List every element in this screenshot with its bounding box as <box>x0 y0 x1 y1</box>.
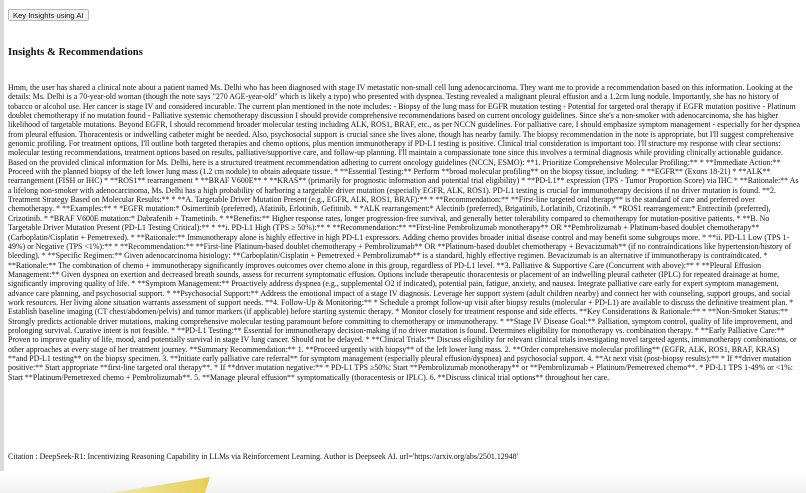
citation-text: Citation : DeepSeek-R1: Incentivizing Reasoning Capability in LLMs via Reinforcement Learning. Author is Deepseek AI. url='https://arxiv.org/abs/2501.12948' <box>8 452 519 461</box>
bottom-fade-decoration <box>0 471 806 493</box>
insights-heading: Insights & Recommendations <box>8 47 143 58</box>
window-left-edge <box>0 0 4 493</box>
insights-body-text: Hmm, the user has shared a clinical note about a patient named Ms. Delhi who has been diagnosed with stage IV metastatic non-small cell lung adenocarcinoma. They want me to provide a recommendation based on this information. Looking at the details: Ms. Delhi is a 70-year-old woman (though the note says "270 AGE-year-old" which is likely a typo) who presented with dyspnea. Testing revealed a malignant pleural effusion and a 1.2cm lung nodule. Importantly, she has no history of tobacco or alcohol use. Her cancer is stage IV and considered incurable. The current plan mentioned in the note includes: - Biopsy of the lung mass for EGFR mutation testing - Potential for targeted oral therapy if EGFR mutation positive - Platinum doublet chemotherapy if no mutation found - Palliative systemic chemotherapy discussion I should provide comprehensive recommendations based on current oncology guidelines. Since she's a non-smoker with adenocarcinoma, she has higher likelihood of targetable mutations. Beyond EGFR, I should recommend broader molecular testing including ALK, ROS1, BRAF, etc., as per NCCN guidelines. For palliative care, I should emphasize symptom management - especially for her dyspnea from pleural effusion. Thoracentesis or indwelling catheter might be needed. Also, psychosocial support is crucial since she lives alone, though has nearby family. The biopsy recommendation in the note is appropriate, but I'll suggest comprehensive genomic profiling. For treatment options, I'll outline both targeted therapies and chemo options, plus mention immunotherapy if PD-L1 testing is positive. Clinical trial consideration is important too. I'll structure my response with clear sections: molecular testing recommendations, treatment options based on results, palliative/supportive care, and follow-up planning. I'll maintain a compassionate tone since this involves a terminal diagnosis while providing clinically actionable guidance. Based on the provided clinical information for Ms. Delhi, here is a structured treatment recommendation adhering to current oncology guidelines (NCCN, ESMO): **1. Prioritize Comprehensive Molecular Profiling:** * **Immediate Action:** Proceed with the planned biopsy of the left lower lung mass (1.2 cm nodule) to obtain adequate tissue. * **Essential Testing:** Perform **broad molecular profiling** on the biopsy tissue, including: * **EGFR** (Exons 18-21) * **ALK** rearrangement (FISH or IHC) * **ROS1** rearrangement * **BRAF V600E** * **KRAS** (primarily for prognostic information and potential trial eligibility) * **PD-L1** expression (TPS - Tumor Proportion Score) via IHC * **Rationale:** As a lifelong non-smoker with adenocarcinoma, Ms. Delhi has a high probability of harboring a targetable driver mutation (especially EGFR, ALK, ROS1). PD-L1 testing is crucial for immunotherapy decisions if no driver mutation is found. **2. Treatment Strategy Based on Molecular Results:** * **A. Targetable Driver Mutation Present (e.g., EGFR, ALK, ROS1, BRAF):** * **Recommendation:** **First-line targeted oral therapy** is the standard of care and preferred over chemotherapy. * **Examples:** * *EGFR mutation:* Osimertinib (preferred), Afatinib, Erlotinib, Gefitinib. * *ALK rearrangement:* Alectinib (preferred), Brigatinib, Lorlatinib, Crizotinib. * *ROS1 rearrangement:* Entrectinib (preferred), Crizotinib. * *BRAF V600E mutation:* Dabrafenib + Trametinib. * **Benefits:** Higher response rates, longer progression-free survival, and generally better tolerability compared to chemotherapy for mutation-positive patients. * **B. No Targetable Driver Mutation Present (PD-L1 Testing Critical):** * **i. PD-L1 High (TPS ≥ 50%):** * **Recommendation:** **First-line Pembrolizumab monotherapy** OR **Pembrolizumab + Platinum-based doublet chemotherapy** (Carboplatin/Cisplatin + Pemetrexed). * **Rationale:** Immunotherapy alone is highly effective in high PD-L1 expressors. Adding chemo provides broader initial disease control and may benefit some subgroups more. * **ii. PD-L1 Low (TPS 1-49%) or Negative (TPS <1%):** * **Recommendation:** **First-line Platinum-based doublet chemotherapy + Pembrolizumab** OR **Platinum-based doublet chemotherapy + Bevacizumab** (if no contraindications like hypertension/history of bleeding). * **Specific Regimen:** Given adenocarcinoma histology: **Carboplatin/Cisplatin + Pemetrexed + Pembrolizumab** is a standard, highly effective regimen. Bevacizumab is an alternative if immunotherapy is contraindicated. * **Rationale:** The combination of chemo + immunotherapy significantly improves outcomes over chemo alone in this group, regardless of PD-L1 level. **3. Palliative & Supportive Care (Concurrent with above):** * **Pleural Effusion Management:** Given dyspnea on exertion and decreased breath sounds, assess for recurrent symptomatic effusion. Options include therapeutic thoracentesis or placement of an indwelling pleural catheter (IPLC) for repeated drainage at home, significantly improving quality of life. * **Symptom Management:** Proactively address dyspnea (e.g., supplemental O2 if indicated), potential pain, fatigue, anxiety, and nausea. Integrate palliative care early for expert symptom management, advance care planning, and psychosocial support. * **Psychosocial Support:** Address the emotional impact of a stage IV diagnosis. Leverage her support system (adult children nearby) and connect her with counseling, support groups, and social work resources. Her living alone situation warrants assessment of support needs. **4. Follow-Up & Monitoring:** * Schedule a prompt follow-up visit after biopsy results (molecular + PD-L1) are available to discuss the definitive treatment plan. * Establish baseline imaging (CT chest/abdomen/pelvis) and tumor markers (if applicable) before starting systemic therapy. * Monitor closely for treatment response and side effects. **Key Considerations & Rationale:** * **Non-Smoker Status:** Strongly predicts actionable driver mutations, making comprehensive molecular testing paramount before committing to chemotherapy or immunotherapy. * **Stage IV Disease Goal:** Palliation, symptom control, quality of life improvement, and prolonging survival. Curative intent is not feasible. * **PD-L1 Testing:** Essential for immunotherapy decision-making if no driver mutation is found. Determines eligibility for monotherapy vs. combination therapy. * **Early Palliative Care:** Proven to improve quality of life, mood, and potentially survival in stage IV lung cancer. Should not be delayed. * **Clinical Trials:** Discuss eligibility for relevant clinical trials investigating novel targeted agents, immunotherapy combinations, or other approaches at every stage of her treatment journey. **Summary Recommendation:** 1. **Proceed urgently with biopsy** of the left lower lung mass. 2. **Order comprehensive molecular profiling** (EGFR, ALK, ROS1, BRAF, KRAS) **and PD-L1 testing** on the biopsy specimen. 3. **Initiate early palliative care referral** for symptom management (especially pleural effusion/dyspnea) and psychosocial support. 4. **At next visit (post-biopsy results):** * If **driver mutation positive:** Start appropriate **first-line targeted oral therapy**. * If **driver mutation negative:** * PD-L1 TPS ≥50%: Start **Pembrolizumab monotherapy** or **Pembrolizumab + Platinum/Pemetrexed chemo**. * PD-L1 TPS 1-49% or <1%: Start **Platinum/Pemetrexed chemo + Pembrolizumab**. 5. **Manage pleural effusion** symptomatically (thoracentesis or IPLC). 6. **Discuss clinical trial options** throughout her care. <box>8 83 800 382</box>
key-insights-ai-button[interactable]: Key Insights using AI <box>8 9 89 21</box>
